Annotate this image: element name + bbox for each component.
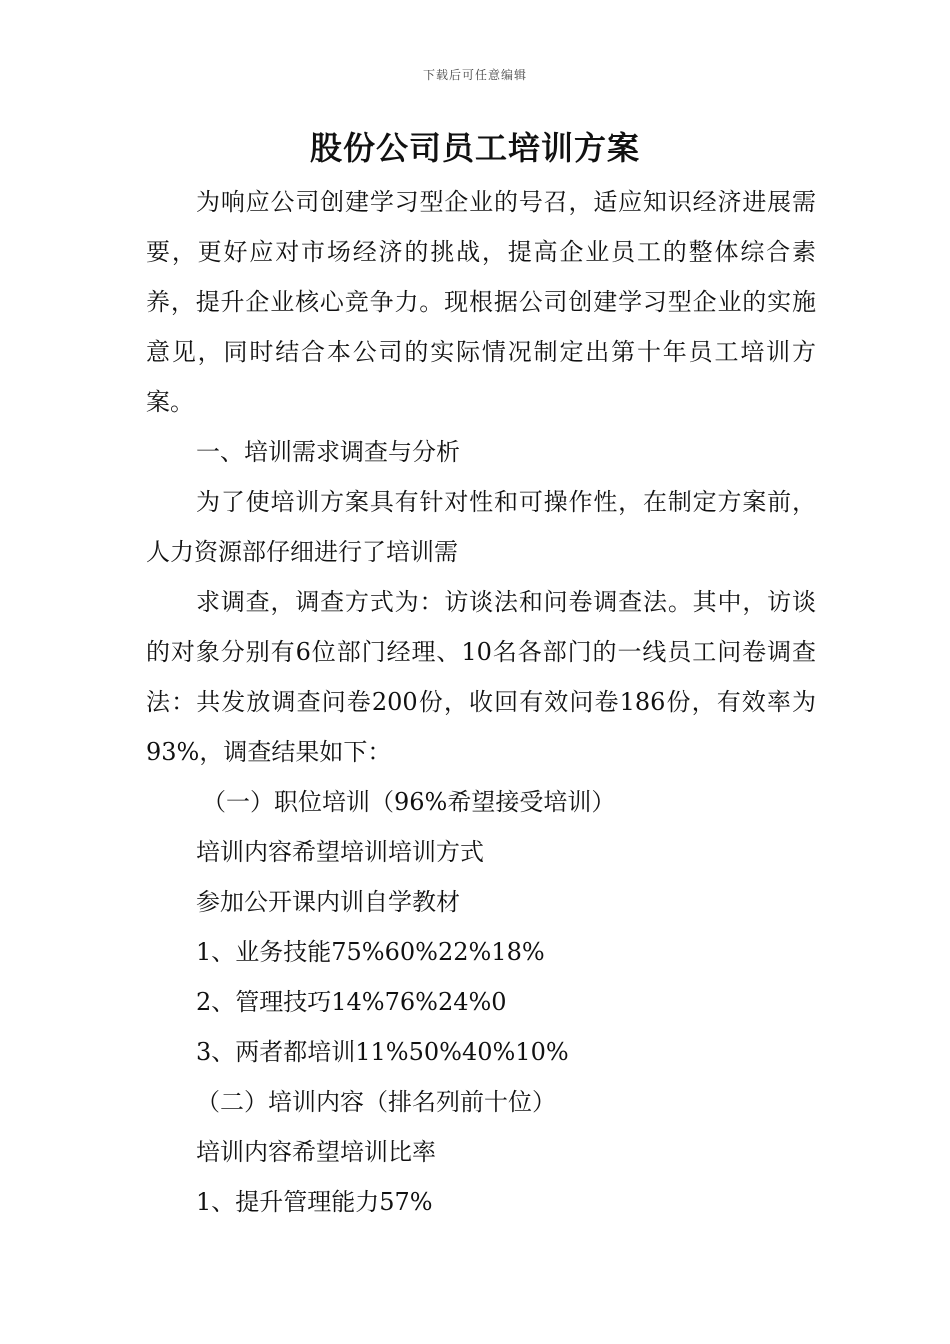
document-title: 股份公司员工培训方案	[309, 129, 640, 167]
table-header-line-3: 培训内容希望培训比率	[196, 1138, 436, 1166]
table-header-line-1: 培训内容希望培训培训方式	[196, 838, 484, 866]
section-heading-1: 一、培训需求调查与分析	[196, 438, 460, 466]
list-item: 1、业务技能75%60%22%18%	[196, 938, 545, 966]
table-header-line-2: 参加公开课内训自学教材	[196, 888, 460, 916]
survey-paragraph-1: 为了使培训方案具有针对性和可操作性，在制定方案前，人力资源部仔细进行了培训需	[146, 488, 816, 566]
list-item: 3、两者都培训11%50%40%10%	[196, 1038, 569, 1066]
list-item: 2、管理技巧14%76%24%0	[196, 988, 507, 1016]
subsection-heading-1: （一）职位培训（96%希望接受培训）	[202, 788, 616, 816]
intro-paragraph: 为响应公司创建学习型企业的号召，适应知识经济进展需要，更好应对市场经济的挑战，提高企业员工的整体综合素养，提升企业核心竞争力。现根据公司创建学习型企业的实施意见，同时结合本公司的实际情况制定出第十年员工培训方案。	[146, 188, 816, 416]
survey-paragraph-2: 求调查，调查方式为：访谈法和问卷调查法。其中，访谈的对象分别有6位部门经理、10名各部门的一线员工问卷调查法：共发放调查问卷200份，收回有效问卷186份，有效率为93%，调查结果如下：	[146, 588, 816, 766]
subsection-heading-2: （二）培训内容（排名列前十位）	[196, 1088, 556, 1116]
list-item: 1、提升管理能力57%	[196, 1188, 433, 1216]
document-body	[146, 177, 816, 1227]
header-note: 下载后可任意编辑	[422, 68, 527, 82]
